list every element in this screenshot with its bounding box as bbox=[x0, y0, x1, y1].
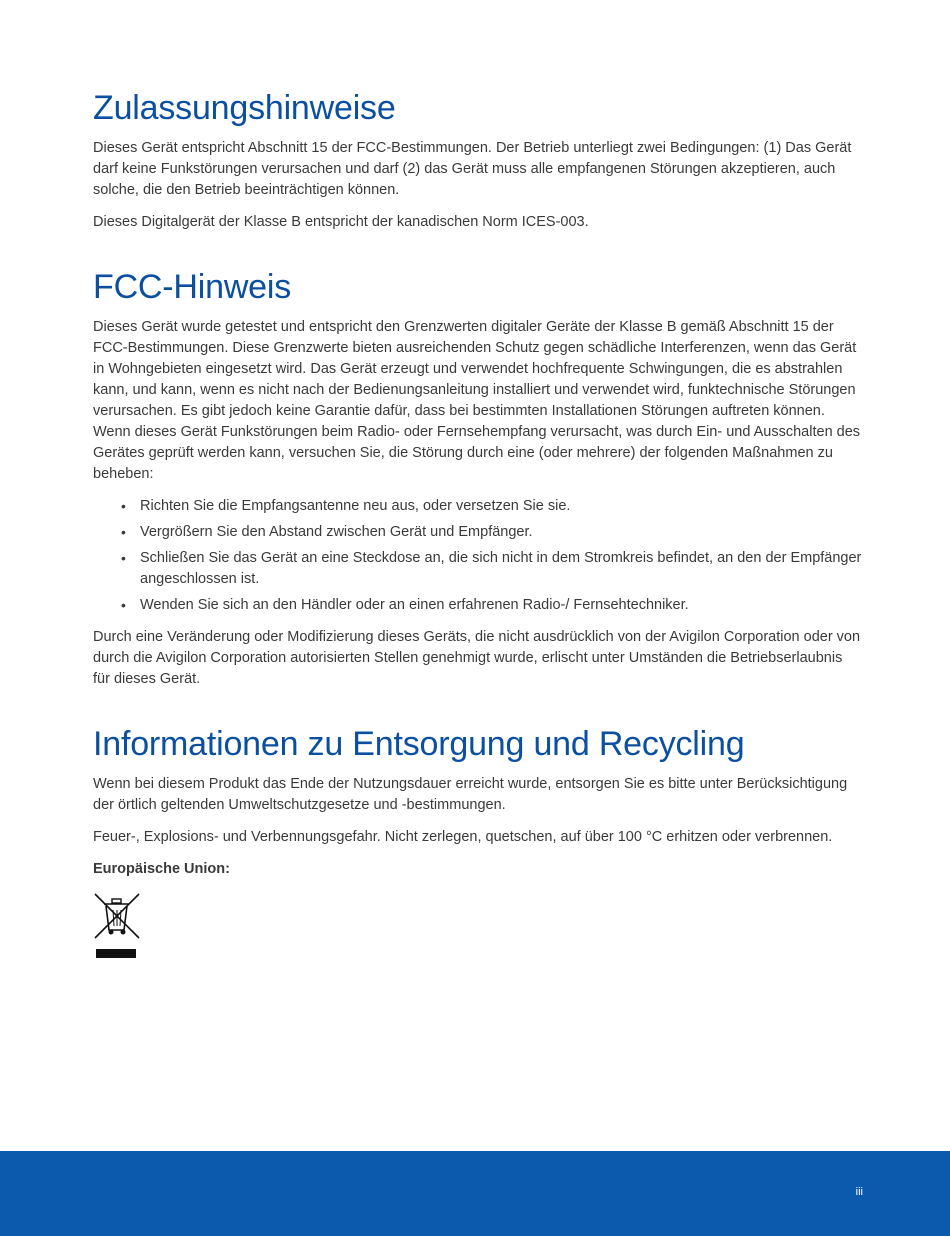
heading-zulassungshinweise: Zulassungshinweise bbox=[93, 89, 396, 127]
list-item: • Richten Sie die Empfangsantenne neu aus, oder versetzen Sie sie. bbox=[93, 496, 863, 517]
page-content bbox=[93, 88, 863, 960]
paragraph-fire-warning: Feuer-, Explosions- und Verbennungsgefahr. Nicht zerlegen, quetschen, auf über 100 °C erhitzen oder verbrennen. bbox=[93, 829, 833, 845]
list-item: • Schließen Sie das Gerät an eine Steckdose an, die sich nicht in dem Stromkreis befindet, an den der Empfänger angeschlossen ist. bbox=[121, 550, 862, 587]
paragraph-fcc-class-b: Dieses Gerät wurde getestet und entspricht den Grenzwerten digitaler Geräte der Klasse B gemäß Abschnitt 15 der FCC-Bestimmungen. Diese Grenzwerte bieten ausreichenden Schutz gegen schädliche Interferenzen, wenn das Gerät in Wohngebieten eingesetzt wird. Das Gerät erzeugt und verwendet hochfrequente Schwingungen, die es abstrahlen kann, und kann, wenn es nicht nach der Bedienungsanleitung installiert und verwendet wird, funktechnische Störungen verursachen. Es gibt jedoch keine Garantie dafür, dass bei bestimmten Installationen Störungen auftreten können. Wenn dieses Gerät Funkstörungen beim Radio- oder Fernsehempfang verursacht, was durch Ein- und Ausschalten des Gerätes geprüft werden kann, versuchen Sie, die Störung durch eine (oder mehrere) der folgenden Maßnahmen zu beheben: bbox=[93, 319, 861, 482]
bullet-icon: • bbox=[121, 524, 126, 540]
weee-crossed-bin-icon bbox=[93, 892, 141, 960]
list-item: • Vergrößern Sie den Abstand zwischen Gerät und Empfänger. bbox=[93, 522, 863, 543]
heading-entsorgung-recycling: Informationen zu Entsorgung und Recycling bbox=[93, 725, 745, 763]
heading-fcc-hinweis: FCC-Hinweis bbox=[93, 268, 292, 306]
page-number: iii bbox=[855, 1186, 863, 1198]
paragraph-modification-warning: Durch eine Veränderung oder Modifizierung dieses Geräts, die nicht ausdrücklich von der Avigilon Corporation oder von durch die Avigilon Corporation autorisierten Stellen genehmigt wurde, erlischt unter Umständen die Betriebserlaubnis für dieses Gerät. bbox=[93, 629, 861, 687]
page-footer bbox=[0, 1151, 950, 1236]
paragraph-fcc-part15: Dieses Gerät entspricht Abschnitt 15 der FCC-Bestimmungen. Der Betrieb unterliegt zwei Bedingungen: (1) Das Gerät darf keine Funkstörungen verursachen und darf (2) das Gerät muss alle empfangenen Störungen akzeptieren, auch solche, die den Betrieb beeinträchtigen können. bbox=[93, 140, 852, 198]
bullet-icon: • bbox=[121, 550, 126, 566]
label-european-union: Europäische Union: bbox=[93, 861, 230, 877]
paragraph-ices003: Dieses Digitalgerät der Klasse B entspricht der kanadischen Norm ICES-003. bbox=[93, 214, 589, 230]
bullet-icon: • bbox=[121, 597, 126, 613]
measures-list bbox=[93, 496, 863, 616]
list-item: • Wenden Sie sich an den Händler oder an einen erfahrenen Radio-/ Fernsehtechniker. bbox=[93, 595, 863, 616]
paragraph-disposal: Wenn bei diesem Produkt das Ende der Nutzungsdauer erreicht wurde, entsorgen Sie es bitte unter Berücksichtigung der örtlich geltenden Umweltschutzgesetze und -bestimmungen. bbox=[93, 776, 848, 813]
bullet-icon: • bbox=[121, 498, 126, 514]
